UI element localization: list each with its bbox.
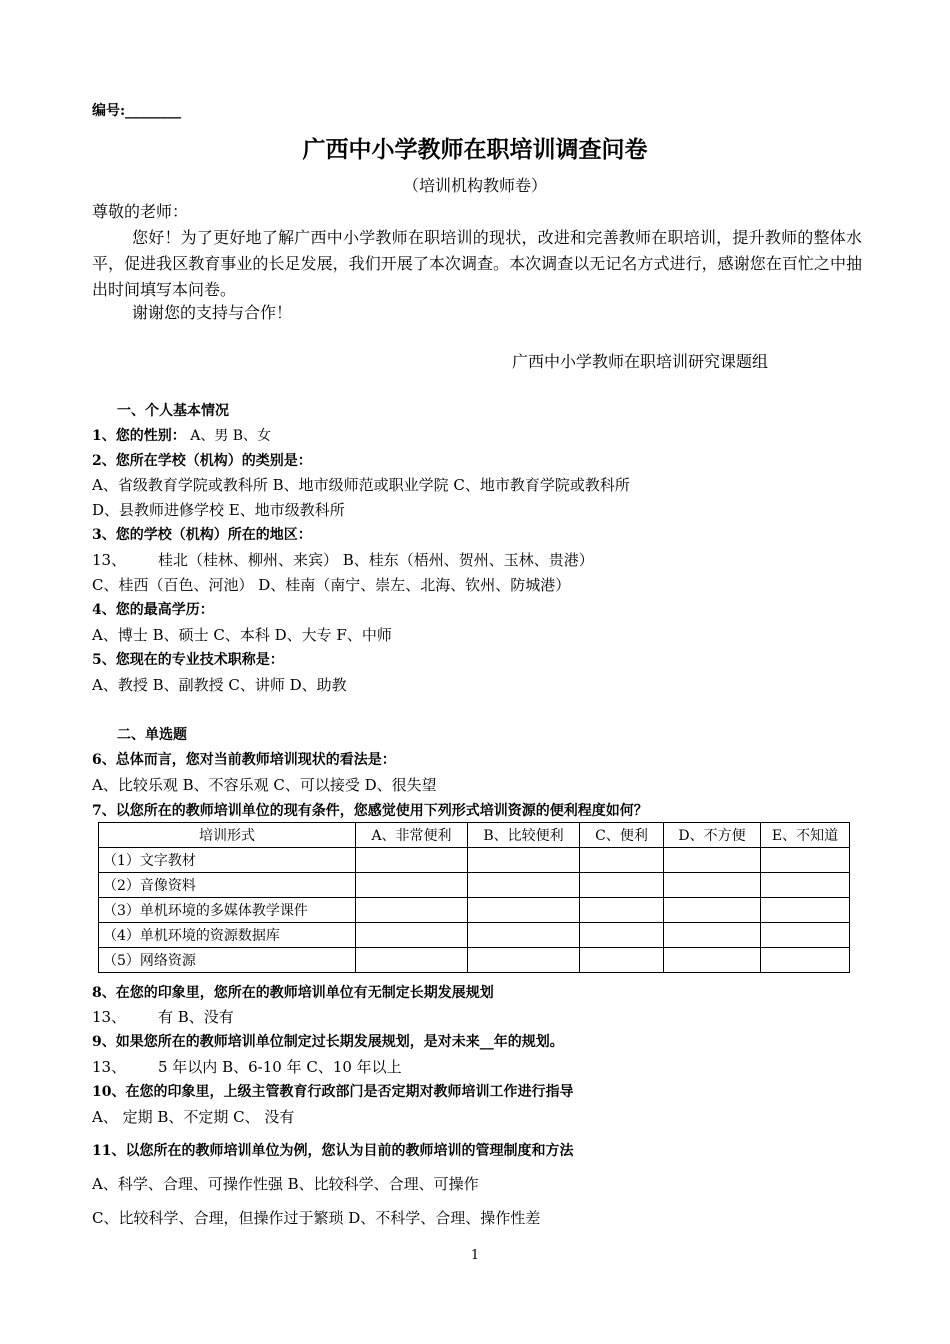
question-3-text: 3、您的学校（机构）所在的地区： xyxy=(92,527,312,543)
answer-cell[interactable] xyxy=(356,848,468,873)
resource-convenience-table xyxy=(98,822,850,973)
question-8-text: 8、在您的印象里，您所在的教师培训单位有无制定长期发展规划 xyxy=(92,985,494,1001)
question-3-options-2: C、桂西（百色、河池） D、桂南（南宁、崇左、北海、钦州、防城港） xyxy=(92,576,571,594)
question-4-text: 4、您的最高学历： xyxy=(92,602,214,618)
table-row xyxy=(99,848,850,873)
table-header-cell: B、比较便利 xyxy=(468,823,580,848)
page-subtitle: （培训机构教师卷） xyxy=(402,176,547,195)
table-header-cell: C、便利 xyxy=(580,823,664,848)
answer-cell[interactable] xyxy=(580,898,664,923)
answer-cell[interactable] xyxy=(468,898,580,923)
answer-cell[interactable] xyxy=(580,948,664,973)
question-5-text: 5、您现在的专业技术职称是： xyxy=(92,652,284,668)
question-1-text: 1、您的性别： xyxy=(92,428,186,444)
question-2-options-2: D、县教师进修学校 E、地市级教科所 xyxy=(92,501,345,519)
thanks-line: 谢谢您的支持与合作！ xyxy=(132,303,293,322)
answer-cell[interactable] xyxy=(761,948,850,973)
answer-cell[interactable] xyxy=(468,873,580,898)
question-3-options-1: 桂北（桂林、柳州、来宾） B、桂东（梧州、贺州、玉林、贵港） xyxy=(158,551,594,569)
question-7-text: 7、以您所在的教师培训单位的现有条件，您感觉使用下列形式培训资源的便利程度如何？ xyxy=(92,803,648,819)
table-header-cell: D、不方便 xyxy=(664,823,761,848)
answer-cell[interactable] xyxy=(468,923,580,948)
table-row-label: （1）文字教材 xyxy=(99,848,356,873)
question-2-text: 2、您所在学校（机构）的类别是： xyxy=(92,453,312,469)
answer-cell[interactable] xyxy=(761,848,850,873)
question-10-options: A、 定期 B、不定期 C、 没有 xyxy=(92,1108,295,1126)
signature: 广西中小学教师在职培训研究课题组 xyxy=(512,352,769,371)
answer-cell[interactable] xyxy=(761,873,850,898)
question-11-options-2: C、比较科学、合理，但操作过于繁琐 D、不科学、合理、操作性差 xyxy=(92,1209,541,1227)
question-6-options: A、比较乐观 B、不容乐观 C、可以接受 D、很失望 xyxy=(92,776,437,794)
intro-paragraph: 您好！为了更好地了解广西中小学教师在职培训的现状，改进和完善教师在职培训，提升教师的整体水平，促进我区教育事业的长足发展，我们开展了本次调查。本次调查以无记名方式进行，感谢您在百忙之中抽出时间填写本问卷。 xyxy=(92,228,862,299)
table-row-label: （4）单机环境的资源数据库 xyxy=(99,923,356,948)
question-4-options: A、博士 B、硕士 C、本科 D、大专 F、中师 xyxy=(92,626,392,644)
question-9-number: 13、 xyxy=(92,1058,127,1076)
table-row xyxy=(99,898,850,923)
question-8-number: 13、 xyxy=(92,1008,127,1026)
table-row xyxy=(99,948,850,973)
page-number: 1 xyxy=(470,1248,480,1263)
answer-cell[interactable] xyxy=(664,898,761,923)
answer-cell[interactable] xyxy=(356,898,468,923)
answer-cell[interactable] xyxy=(468,948,580,973)
serial-number-label: 编号:________ xyxy=(92,103,182,119)
question-6-text: 6、总体而言，您对当前教师培训现状的看法是： xyxy=(92,752,396,768)
answer-cell[interactable] xyxy=(664,848,761,873)
table-header-cell: A、非常便利 xyxy=(356,823,468,848)
table-row-label: （2）音像资料 xyxy=(99,873,356,898)
answer-cell[interactable] xyxy=(580,923,664,948)
answer-cell[interactable] xyxy=(580,848,664,873)
answer-cell[interactable] xyxy=(468,848,580,873)
question-9-options: 5 年以内 B、6-10 年 C、10 年以上 xyxy=(158,1058,402,1076)
question-3-number: 13、 xyxy=(92,551,127,569)
question-11-options-1: A、科学、合理、可操作性强 B、比较科学、合理、可操作 xyxy=(92,1175,479,1193)
salutation: 尊敬的老师： xyxy=(92,202,189,221)
answer-cell[interactable] xyxy=(761,898,850,923)
question-9-text: 9、如果您所在的教师培训单位制定过长期发展规划，是对未来__年的规划。 xyxy=(92,1034,564,1050)
section2-heading: 二、单选题 xyxy=(117,727,187,743)
table-row xyxy=(99,923,850,948)
question-11-text: 11、以您所在的教师培训单位为例，您认为目前的教师培训的管理制度和方法 xyxy=(92,1143,574,1159)
section1-heading: 一、个人基本情况 xyxy=(117,403,229,419)
question-10-text: 10、在您的印象里，上级主管教育行政部门是否定期对教师培训工作进行指导 xyxy=(92,1084,574,1100)
answer-cell[interactable] xyxy=(580,873,664,898)
answer-cell[interactable] xyxy=(356,923,468,948)
table-row-label: （3）单机环境的多媒体教学课件 xyxy=(99,898,356,923)
answer-cell[interactable] xyxy=(761,923,850,948)
answer-cell[interactable] xyxy=(356,948,468,973)
answer-cell[interactable] xyxy=(664,873,761,898)
table-row-label: （5）网络资源 xyxy=(99,948,356,973)
question-2-options-1: A、省级教育学院或教科所 B、地市级师范或职业学院 C、地市教育学院或教科所 xyxy=(92,476,630,494)
table-row xyxy=(99,873,850,898)
question-1-options: A、男 B、女 xyxy=(190,428,272,444)
answer-cell[interactable] xyxy=(664,923,761,948)
table-header-row xyxy=(99,823,850,848)
question-1 xyxy=(92,425,271,445)
table-header-cell: E、不知道 xyxy=(761,823,850,848)
answer-cell[interactable] xyxy=(664,948,761,973)
page-title: 广西中小学教师在职培训调查问卷 xyxy=(302,136,648,163)
question-5-options: A、教授 B、副教授 C、讲师 D、助教 xyxy=(92,676,347,694)
question-8-options: 有 B、没有 xyxy=(158,1008,234,1026)
answer-cell[interactable] xyxy=(356,873,468,898)
table-header-cell: 培训形式 xyxy=(99,823,356,848)
